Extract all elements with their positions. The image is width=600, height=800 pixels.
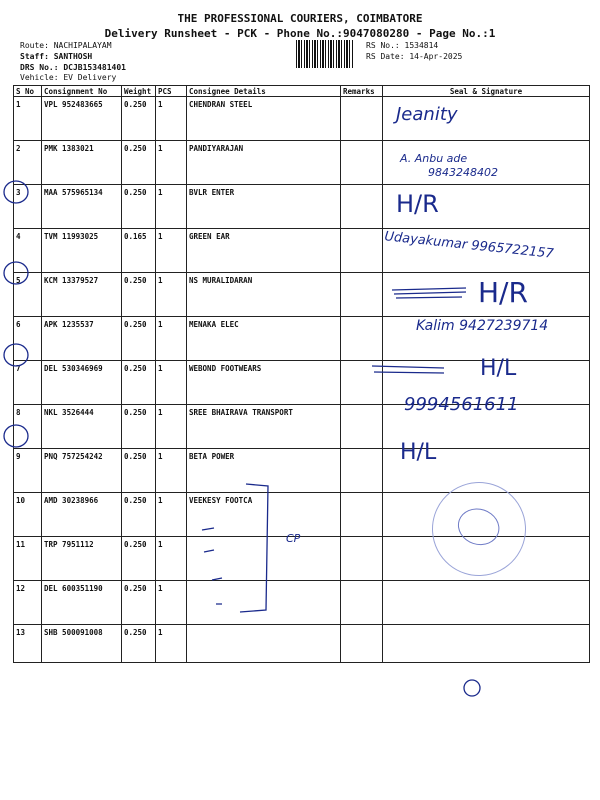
rs-date: RS Date: 14-Apr-2025 [366, 52, 463, 61]
cell-pcs: 1 [156, 273, 187, 317]
cell-consignment: MAA 575965134 [42, 185, 122, 229]
col-signature: Seal & Signature [383, 86, 590, 97]
drs-number: DRS No.: DCJB153481401 [20, 63, 126, 72]
col-consignment: Consignment No [42, 86, 122, 97]
cell-sno: 1 [14, 97, 42, 141]
cell-sno: 12 [14, 581, 42, 625]
col-sno: S No [14, 86, 42, 97]
cell-weight: 0.250 [122, 493, 156, 537]
cell-pcs: 1 [156, 405, 187, 449]
cell-weight: 0.250 [122, 141, 156, 185]
cell-weight: 0.250 [122, 361, 156, 405]
table-row [14, 141, 590, 185]
cell-pcs: 1 [156, 185, 187, 229]
cell-consignee: SREE BHAIRAVA TRANSPORT [187, 405, 341, 449]
cell-sno: 4 [14, 229, 42, 273]
signature-1: Jeanity [396, 104, 458, 125]
cell-weight: 0.250 [122, 97, 156, 141]
cell-remarks [341, 229, 383, 273]
col-pcs: PCS [156, 86, 187, 97]
cell-weight: 0.250 [122, 537, 156, 581]
signature-5: H/R [478, 276, 528, 309]
cell-consignment: PNQ 757254242 [42, 449, 122, 493]
cell-consignee [187, 625, 341, 663]
signature-2-phone: 9843248402 [428, 166, 498, 179]
cell-sno: 3 [14, 185, 42, 229]
cell-weight: 0.165 [122, 229, 156, 273]
signature-2-name: A. Anbu ade [400, 152, 468, 165]
cell-consignee: MENAKA ELEC [187, 317, 341, 361]
table-row [14, 449, 590, 493]
cell-pcs: 1 [156, 625, 187, 663]
cell-pcs: 1 [156, 449, 187, 493]
cell-remarks [341, 625, 383, 663]
cell-remarks [341, 141, 383, 185]
cell-consignment: AMD 30238966 [42, 493, 122, 537]
cell-pcs: 1 [156, 317, 187, 361]
cell-pcs: 1 [156, 581, 187, 625]
cell-sno: 13 [14, 625, 42, 663]
cell-consignee: WEBOND FOOTWEARS [187, 361, 341, 405]
cell-weight: 0.250 [122, 625, 156, 663]
cell-remarks [341, 449, 383, 493]
table-row [14, 185, 590, 229]
cell-remarks [341, 361, 383, 405]
barcode [296, 40, 354, 68]
signature-7: H/L [480, 356, 517, 381]
cell-consignment: NKL 3526444 [42, 405, 122, 449]
cell-remarks [341, 537, 383, 581]
company-title: THE PROFESSIONAL COURIERS, COIMBATORE [177, 12, 423, 25]
cell-consignment: DEL 600351190 [42, 581, 122, 625]
cell-weight: 0.250 [122, 317, 156, 361]
cell-remarks [341, 405, 383, 449]
cell-consignment: TVM 11993025 [42, 229, 122, 273]
small-circle-mark [464, 680, 480, 696]
cell-pcs: 1 [156, 361, 187, 405]
cell-weight: 0.250 [122, 449, 156, 493]
cell-remarks [341, 493, 383, 537]
cell-remarks [341, 185, 383, 229]
cell-consignment: KCM 13379527 [42, 273, 122, 317]
cell-remarks [341, 317, 383, 361]
cell-sno: 5 [14, 273, 42, 317]
cell-consignee: VEEKESY FOOTCA [187, 493, 341, 537]
signature-9: H/L [400, 440, 437, 465]
cell-remarks [341, 97, 383, 141]
staff-label: Staff: SANTHOSH [20, 52, 93, 61]
col-consignee: Consignee Details [187, 86, 341, 97]
cell-remarks [341, 273, 383, 317]
cell-weight: 0.250 [122, 185, 156, 229]
table-row [14, 625, 590, 663]
cell-consignment: APK 1235537 [42, 317, 122, 361]
rs-number: RS No.: 1534814 [366, 41, 439, 50]
col-remarks: Remarks [341, 86, 383, 97]
route-label: Route: NACHIPALAYAM [20, 41, 112, 50]
cell-pcs: 1 [156, 537, 187, 581]
cell-sno: 11 [14, 537, 42, 581]
cell-pcs: 1 [156, 493, 187, 537]
cell-pcs: 1 [156, 141, 187, 185]
cell-consignment: VPL 952483665 [42, 97, 122, 141]
cell-sno: 8 [14, 405, 42, 449]
vehicle-label: Vehicle: EV Delivery [20, 73, 117, 82]
runsheet-subtitle: Delivery Runsheet - PCK - Phone No.:9047080280 - Page No.:1 [104, 27, 496, 40]
signature-3: H/R [396, 190, 439, 218]
cell-sno: 2 [14, 141, 42, 185]
table-row [14, 97, 590, 141]
cell-pcs: 1 [156, 229, 187, 273]
signature-6: Kalim 9427239714 [416, 318, 549, 334]
table-row [14, 581, 590, 625]
cell-consignee: CHENDRAN STEEL [187, 97, 341, 141]
cell-sno: 7 [14, 361, 42, 405]
cell-remarks [341, 581, 383, 625]
cell-sno: 6 [14, 317, 42, 361]
cell-consignee: PANDIYARAJAN [187, 141, 341, 185]
cell-consignment: DEL 530346969 [42, 361, 122, 405]
table-header-row [14, 86, 590, 97]
cell-signature [383, 625, 590, 663]
cell-consignee [187, 537, 341, 581]
cell-sno: 10 [14, 493, 42, 537]
cell-consignee: NS MURALIDARAN [187, 273, 341, 317]
cell-consignment: PMK 1383021 [42, 141, 122, 185]
signature-4: Udayakumar 9965722157 [383, 229, 555, 262]
cell-signature [383, 581, 590, 625]
cell-pcs: 1 [156, 97, 187, 141]
signature-8: 9994561611 [404, 394, 519, 415]
cp-mark: CP [286, 532, 301, 545]
cell-consignee: GREEN EAR [187, 229, 341, 273]
cell-consignee: BVLR ENTER [187, 185, 341, 229]
cell-consignment: TRP 7951112 [42, 537, 122, 581]
col-weight: Weight [122, 86, 156, 97]
cell-consignee [187, 581, 341, 625]
cell-consignee: BETA POWER [187, 449, 341, 493]
cell-weight: 0.250 [122, 581, 156, 625]
cell-consignment: SHB 500091008 [42, 625, 122, 663]
cell-weight: 0.250 [122, 405, 156, 449]
cell-sno: 9 [14, 449, 42, 493]
cell-weight: 0.250 [122, 273, 156, 317]
